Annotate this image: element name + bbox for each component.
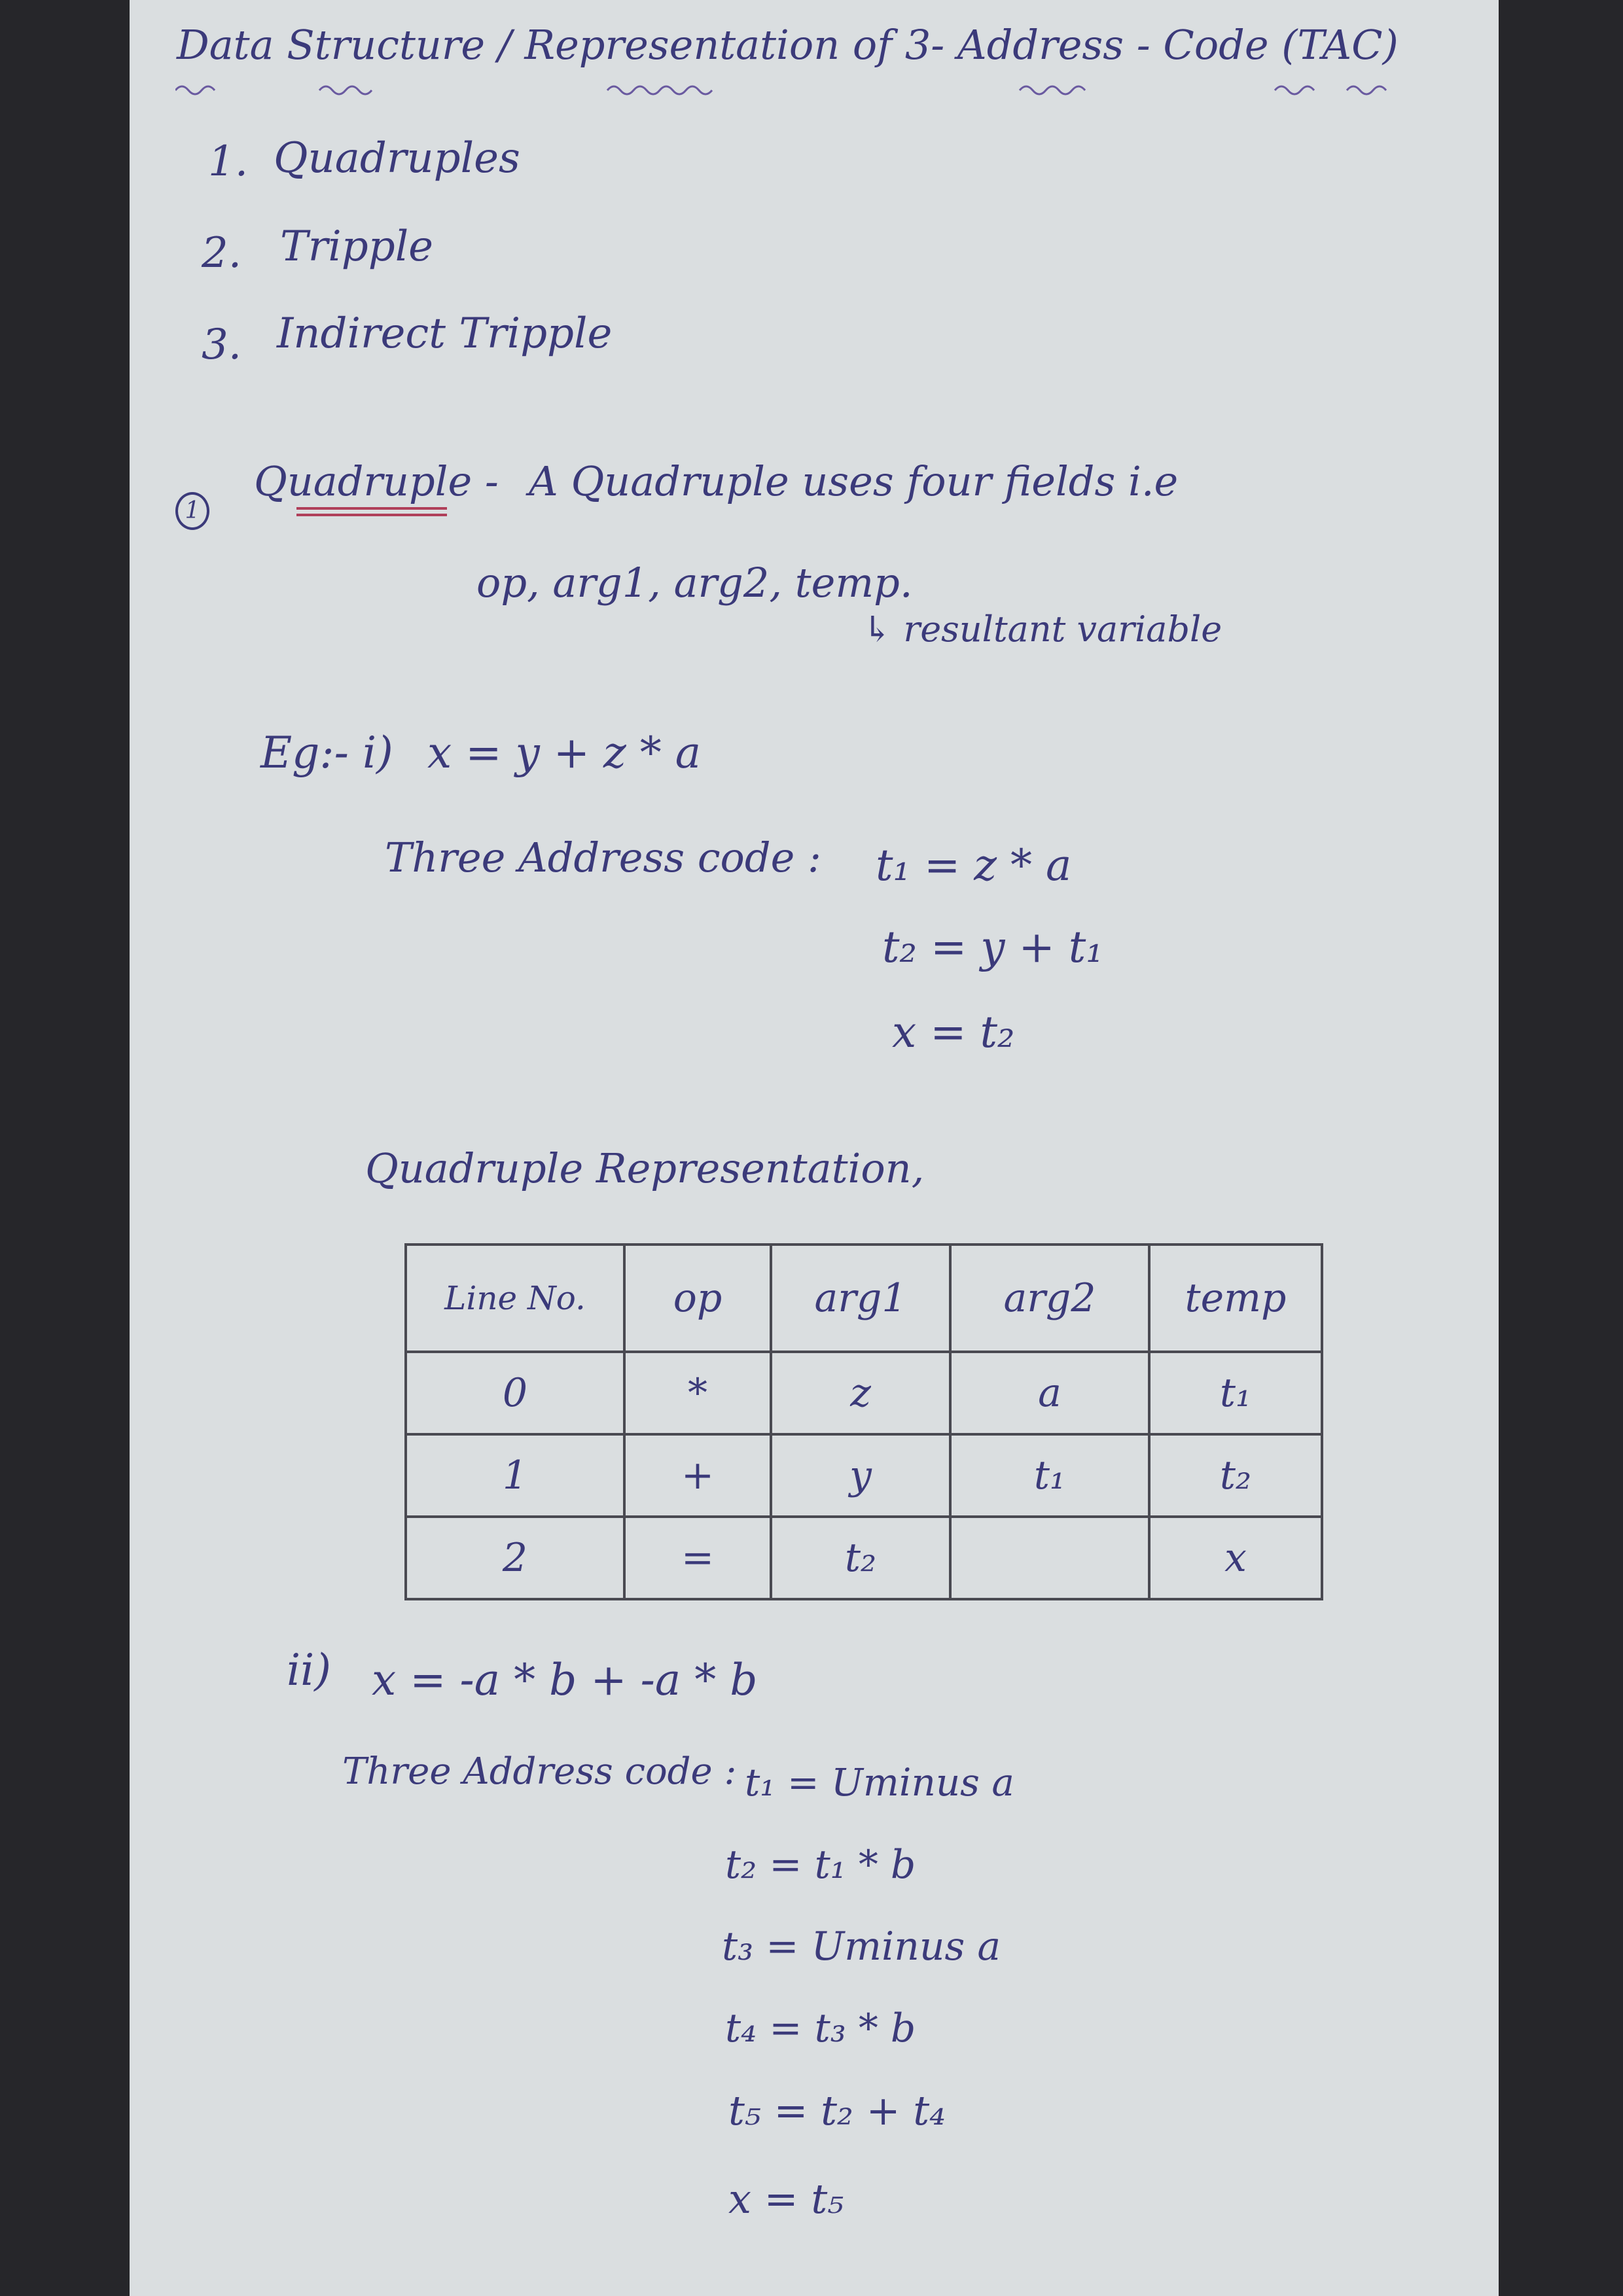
list-item-1: Quadruples [274,134,520,183]
cell-temp: t₂ [1149,1434,1322,1517]
cell-arg2 [950,1517,1149,1599]
quadruple-definition: A Quadruple uses four fields i.e [529,457,1179,505]
example2-label: ii) [287,1645,331,1695]
term-underline-2 [296,514,447,516]
header-arg2: arg2 [950,1245,1149,1352]
example1-tac-line-1: t₁ = z * a [876,840,1072,891]
example2-tac-line-2: t₂ = t₁ * b [725,1842,916,1888]
cell-op: * [624,1352,771,1434]
example1-tac-line-2: t₂ = y + t₁ [882,922,1103,972]
cell-arg1: t₂ [771,1517,950,1599]
list-item-3-number: 3. [202,321,242,369]
example2-expression: x = -a * b + -a * b [372,1655,758,1705]
example2-tac-line-6: x = t₅ [728,2175,844,2223]
example2-tac-line-4: t₄ = t₃ * b [725,2005,916,2051]
example2-tac-line-3: t₃ = Uminus a [722,1924,1001,1969]
cell-arg1: y [771,1434,950,1517]
page-heading: Data Structure / Representation of 3- Address - Code (TAC) [177,21,1399,69]
cell-arg2: a [950,1352,1149,1434]
table-row [406,1352,1322,1434]
header-arg1: arg1 [771,1245,950,1352]
quadruple-table [404,1243,1323,1600]
example2-tac-line-5: t₅ = t₂ + t₄ [728,2087,946,2134]
cell-line-no: 1 [406,1434,624,1517]
term-underline [296,507,447,510]
header-op: op [624,1245,771,1352]
header-temp: temp [1149,1245,1322,1352]
heading-underline [175,77,1419,103]
cell-op: = [624,1517,771,1599]
example2-tac-line-1: t₁ = Uminus a [745,1760,1014,1805]
example1-label: Eg:- i) [260,728,393,778]
example1-tac-label: Three Address code : [385,834,821,881]
quadruple-term: Quadruple - [254,457,499,505]
cell-temp: x [1149,1517,1322,1599]
table-header-row [406,1245,1322,1352]
cell-line-no: 2 [406,1517,624,1599]
cell-temp: t₁ [1149,1352,1322,1434]
resultant-note: ↳ resultant variable [863,609,1222,650]
table-row [406,1434,1322,1517]
list-item-3: Indirect Tripple [277,309,613,358]
cell-arg2: t₁ [950,1434,1149,1517]
header-line-no: Line No. [406,1245,624,1352]
quadruple-fields: op, arg1, arg2, temp. [476,559,913,607]
cell-arg1: z [771,1352,950,1434]
cell-op: + [624,1434,771,1517]
representation-title: Quadruple Representation, [365,1144,925,1192]
list-item-2-number: 2. [202,229,242,277]
table-row [406,1517,1322,1599]
example1-expression: x = y + z * a [427,728,702,778]
cell-line-no: 0 [406,1352,624,1434]
notebook-page [130,0,1499,2296]
section-number-badge: 1 [175,492,209,530]
example2-tac-label: Three Address code : [342,1750,737,1793]
list-item-1-number: 1. [208,137,249,186]
list-item-2: Tripple [280,222,434,271]
example1-tac-line-3: x = t₂ [892,1007,1015,1057]
